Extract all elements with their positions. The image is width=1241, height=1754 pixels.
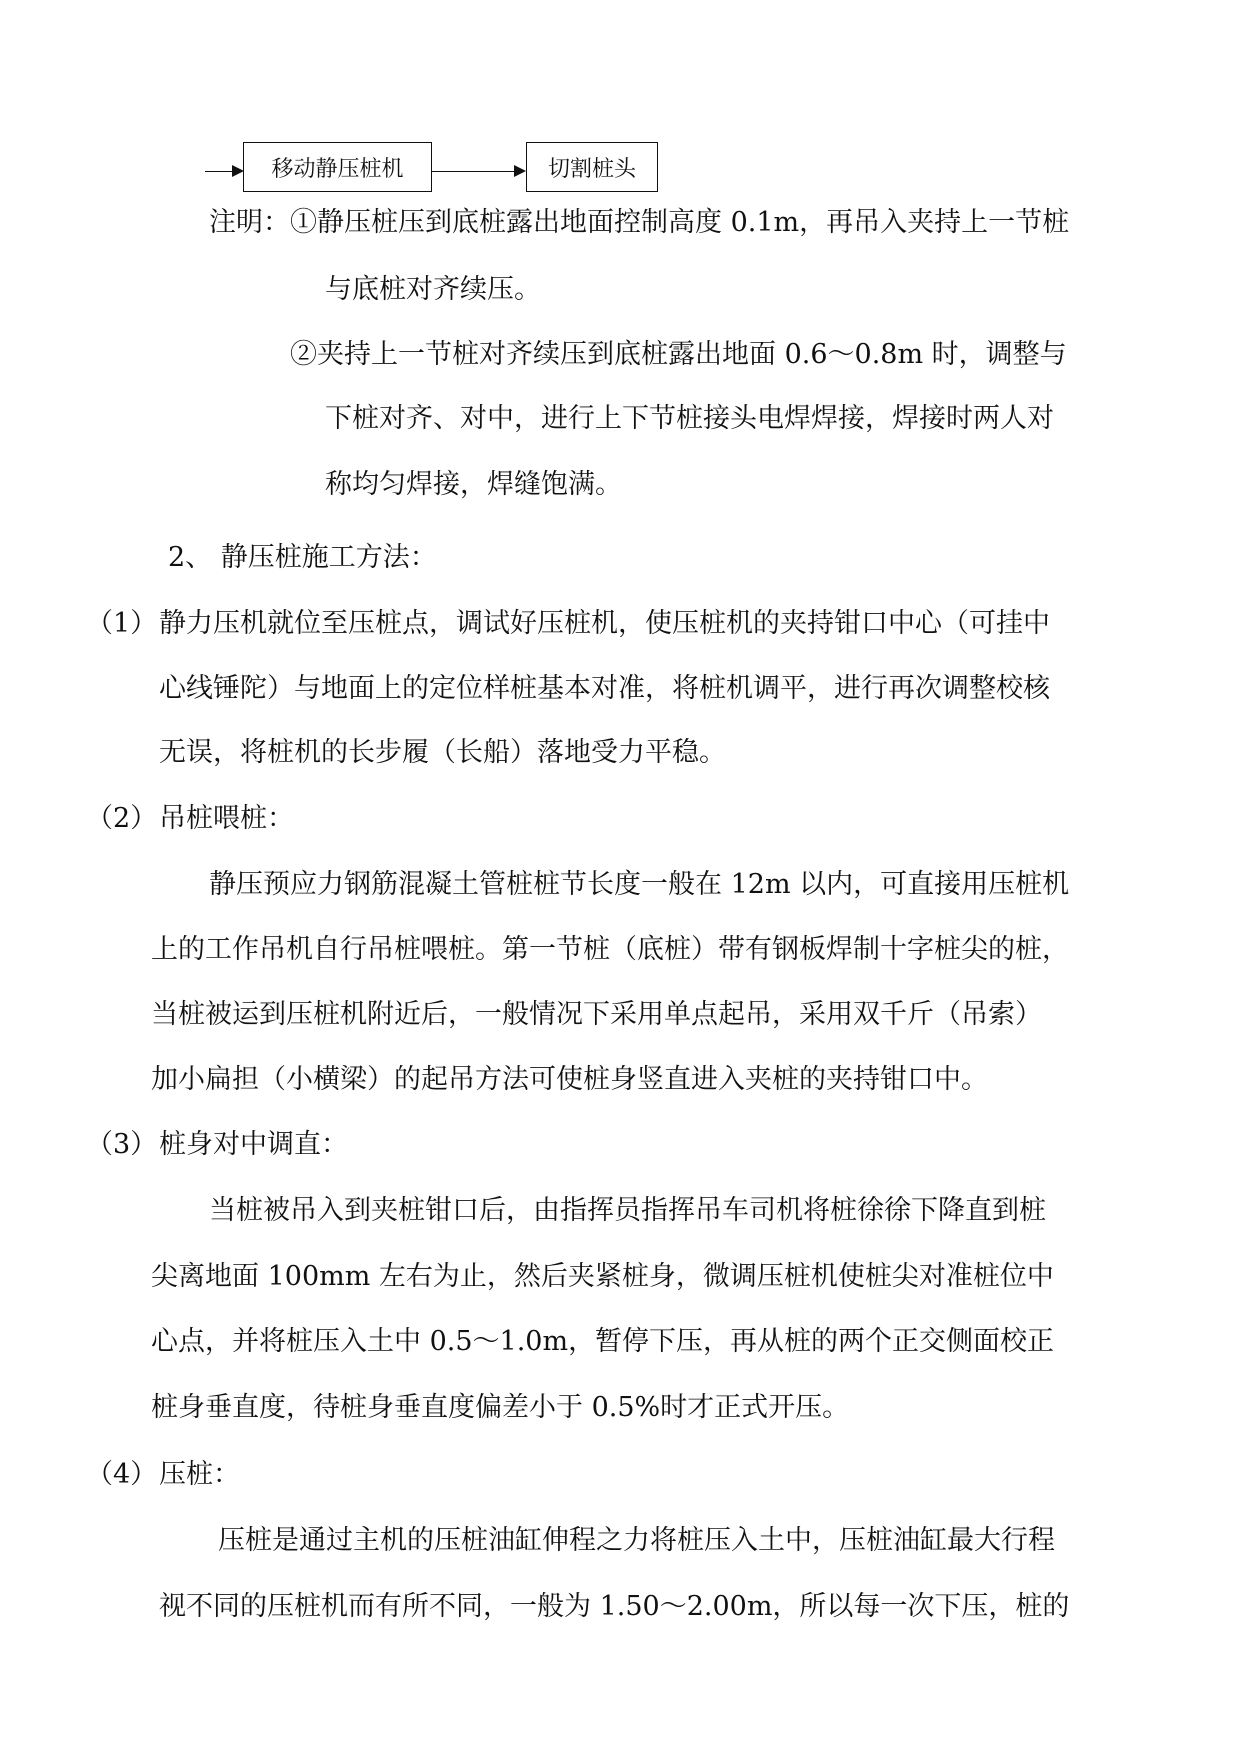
item-4-label: （4） (86, 1459, 158, 1490)
item-2-line-2: 上的工作吊机自行吊桩喂桩。第一节桩（底桩）带有钢板焊制十字桩尖的桩， (151, 934, 1069, 965)
note-line-3: ②夹持上一节桩对齐续压到底桩露出地面 0.6～0.8m 时，调整与 (290, 339, 1067, 370)
section-heading: 2、 静压桩施工方法： (168, 542, 437, 573)
item-4-line-1: 压桩是通过主机的压桩油缸伸程之力将桩压入土中，压桩油缸最大行程 (218, 1525, 1055, 1556)
item-3-line-4: 桩身垂直度，待桩身垂直度偏差小于 0.5%时才正式开压。 (151, 1392, 850, 1423)
item-2-label: （2） (86, 803, 158, 834)
note-line-1: 注明：①静压桩压到底桩露出地面控制高度 0.1m，再吊入夹持上一节桩 (209, 207, 1070, 238)
item-2-line-3: 当桩被运到压桩机附近后，一般情况下采用单点起吊，采用双千斤（吊索） (151, 999, 1042, 1030)
note-line-2: 与底桩对齐续压。 (325, 274, 541, 305)
item-2-line-1: 静压预应力钢筋混凝土管桩桩节长度一般在 12m 以内，可直接用压桩机 (209, 869, 1070, 900)
item-1-label: （1） (86, 608, 158, 639)
item-1-line-3: 无误，将桩机的长步履（长船）落地受力平稳。 (159, 737, 726, 768)
item-3-line-1: 当桩被吊入到夹桩钳口后，由指挥员指挥吊车司机将桩徐徐下降直到桩 (209, 1195, 1046, 1226)
arrow-mid-line (432, 171, 522, 172)
arrow-mid-head-icon (514, 165, 526, 177)
flow-box-cut-pile-head: 切割桩头 (526, 142, 658, 192)
note-line-4: 下桩对齐、对中，进行上下节桩接头电焊焊接，焊接时两人对 (325, 403, 1054, 434)
item-3-label: （3） (86, 1129, 158, 1160)
item-4-title: 压桩： (159, 1459, 240, 1490)
item-2-line-4: 加小扁担（小横梁）的起吊方法可使桩身竖直进入夹桩的夹持钳口中。 (151, 1064, 988, 1095)
item-3-line-2: 尖离地面 100mm 左右为止，然后夹紧桩身，微调压桩机使桩尖对准桩位中 (151, 1261, 1054, 1292)
item-4-line-2: 视不同的压桩机而有所不同，一般为 1.50～2.00m，所以每一次下压，桩的 (159, 1591, 1070, 1622)
flow-box-move-machine: 移动静压桩机 (243, 142, 432, 192)
note-line-5: 称均匀焊接，焊缝饱满。 (325, 469, 622, 500)
item-1-line-1: 静力压机就位至压桩点，调试好压桩机，使压桩机的夹持钳口中心（可挂中 (159, 608, 1050, 639)
item-1-line-2: 心线锤陀）与地面上的定位样桩基本对准，将桩机调平，进行再次调整校核 (159, 673, 1050, 704)
item-2-title: 吊桩喂桩： (159, 803, 294, 834)
item-3-title: 桩身对中调直： (159, 1129, 348, 1160)
item-3-line-3: 心点，并将桩压入土中 0.5～1.0m，暂停下压，再从桩的两个正交侧面校正 (151, 1326, 1055, 1357)
